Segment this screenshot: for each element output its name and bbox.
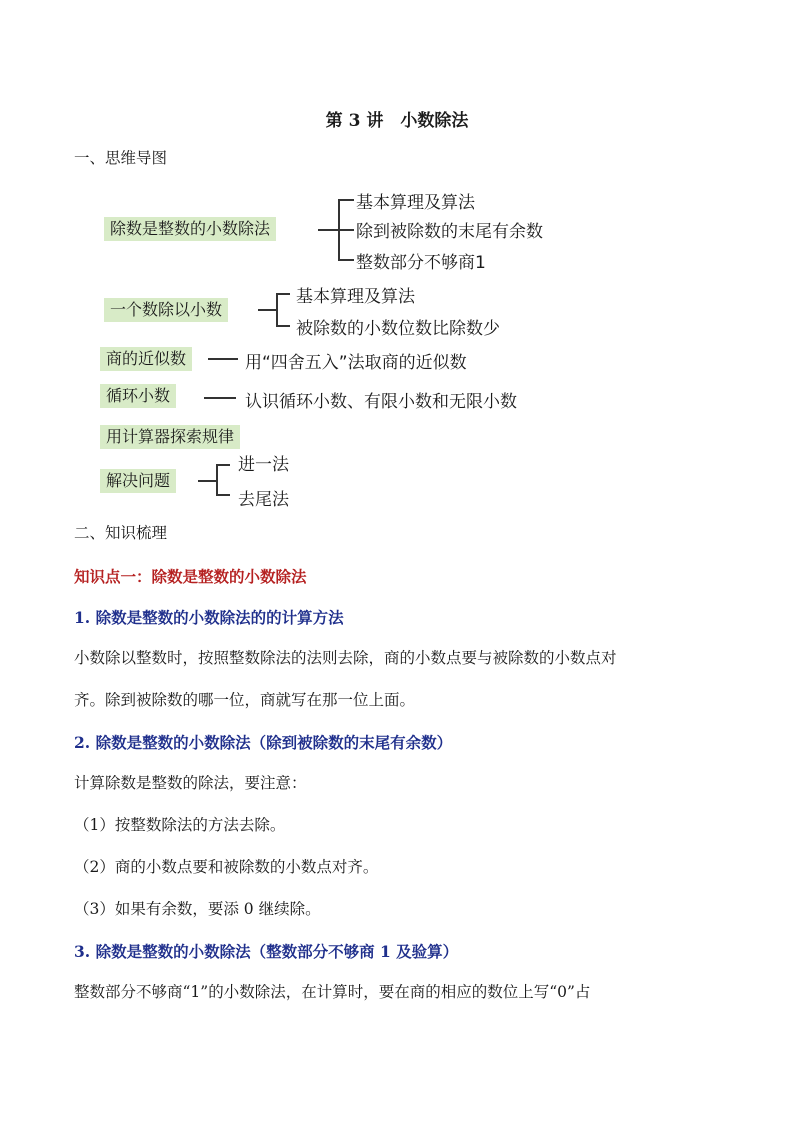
mindmap-leaf: 去尾法: [238, 490, 289, 510]
list-item: （1）按整数除法的方法去除。: [74, 816, 286, 834]
connector-line: [208, 358, 238, 360]
paragraph-line: 齐。除到被除数的哪一位，商就写在那一位上面。: [74, 691, 416, 709]
section-heading-mindmap: 一、思维导图: [74, 149, 168, 167]
mindmap-node-1: 除数是整数的小数除法: [104, 217, 276, 241]
mindmap-node-3: 商的近似数: [100, 347, 192, 371]
mindmap-leaf: 进一法: [238, 455, 289, 475]
connector-line: [198, 480, 218, 482]
mindmap-leaf: 被除数的小数位数比除数少: [296, 319, 500, 339]
bracket-line: [276, 293, 278, 327]
section-heading-knowledge: 二、知识梳理: [74, 524, 168, 542]
mindmap-node-5: 用计算器探索规律: [100, 425, 240, 449]
connector-line: [204, 397, 236, 399]
subheading-1: 1. 除数是整数的小数除法的的计算方法: [74, 608, 344, 627]
mindmap-node-2: 一个数除以小数: [104, 298, 228, 322]
mindmap-leaf: 认识循环小数、有限小数和无限小数: [245, 392, 517, 412]
bracket-line: [216, 464, 218, 496]
list-item: （3）如果有余数，要添 0 继续除。: [74, 900, 321, 918]
mindmap-leaf: 用“四舍五入”法取商的近似数: [245, 353, 467, 373]
mindmap-node-6: 解决问题: [100, 469, 176, 493]
connector-line: [258, 309, 278, 311]
page-title: 第 3 讲 小数除法: [325, 111, 469, 131]
mindmap-leaf: 整数部分不够商1: [356, 253, 486, 273]
subheading-3: 3. 除数是整数的小数除法（整数部分不够商 1 及验算）: [74, 942, 459, 961]
mindmap-leaf: 除到被除数的末尾有余数: [356, 222, 543, 242]
mindmap-leaf: 基本算理及算法: [296, 287, 415, 307]
paragraph-line: 整数部分不够商“1”的小数除法，在计算时，要在商的相应的数位上写“0”占: [74, 983, 591, 1001]
mindmap-leaf: 基本算理及算法: [356, 193, 475, 213]
knowledge-point-heading: 知识点一：除数是整数的小数除法: [74, 567, 307, 586]
connector-line: [318, 229, 340, 231]
subheading-2: 2. 除数是整数的小数除法（除到被除数的末尾有余数）: [74, 733, 453, 752]
paragraph-line: 计算除数是整数的除法，要注意：: [74, 774, 307, 792]
list-item: （2）商的小数点要和被除数的小数点对齐。: [74, 858, 379, 876]
mindmap-node-4: 循环小数: [100, 384, 176, 408]
paragraph-line: 小数除以整数时，按照整数除法的法则去除，商的小数点要与被除数的小数点对: [74, 649, 617, 667]
